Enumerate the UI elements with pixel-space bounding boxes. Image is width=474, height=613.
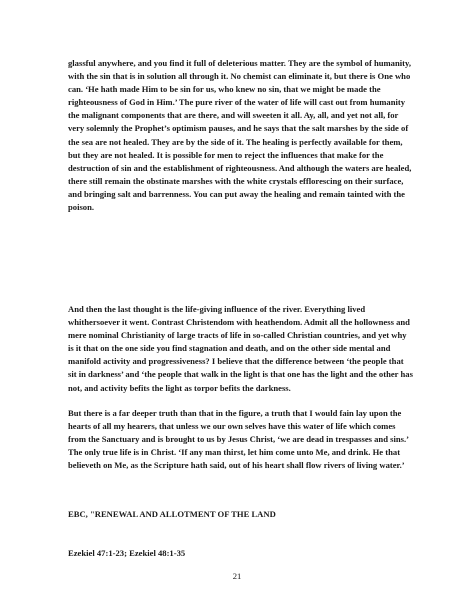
section-heading: EBC, "RENEWAL AND ALLOTMENT OF THE LAND	[68, 509, 276, 519]
body-paragraph: And then the last thought is the life-giving influence of the river. Everything lived whithersoever it went. Contrast Christendom with heathendom. Admit all the hollowness and mere nominal Christianity of large tracts of life in so-called Christian countries, and yet why is it that on the one side you find stagnation and death, and on the other side mental and manifold activity and progressiveness? I believe that the difference between ‘the people that sit in darkness’ and ‘the people that walk in the light is that one has the light and the other has not, and activity befits the light as torpor befits the darkness.	[68, 304, 413, 393]
body-paragraph: But there is a far deeper truth than that in the figure, a truth that I would fain lay upon the hearts of all my hearers, that unless we our own selves have this water of life which comes from the Sanctuary and is brought to us by Jesus Christ, ‘we are dead in trespasses and sins.’ The only true life is in Christ. ‘If any man thirst, let him come unto Me, and drink. He that believeth on Me, as the Scripture hath said, out of his heart shall flow rivers of living water.’	[68, 408, 409, 471]
scripture-reference: Ezekiel 47:1-23; Ezekiel 48:1-35	[68, 548, 186, 558]
page-number: 21	[232, 571, 242, 581]
body-paragraph: glassful anywhere, and you find it full of deleterious matter. They are the symbol of humanity, with the sin that is in solution all through it. No chemist can eliminate it, but there is One who can. ‘He hath made Him to be sin for us, who knew no sin, that we might be made the righteousness of God in Him.’ The pure river of the water of life will cast out from humanity the malignant components that are there, and will sweeten it all. Ay, all, and yet not all, for very solemnly the Prophet’s optimism pauses, and he says that the salt marshes by the side of the sea are not healed. They are by the side of it. The healing is perfectly available for them, but they are not healed. It is possible for men to reject the influences that make for the destruction of sin and the establishment of righteousness. And although the waters are healed, there still remain the obstinate marshes with the white crystals efflorescing on their surface, and bringing salt and barrenness. You can put away the healing and remain tainted with the poison.	[68, 58, 412, 213]
